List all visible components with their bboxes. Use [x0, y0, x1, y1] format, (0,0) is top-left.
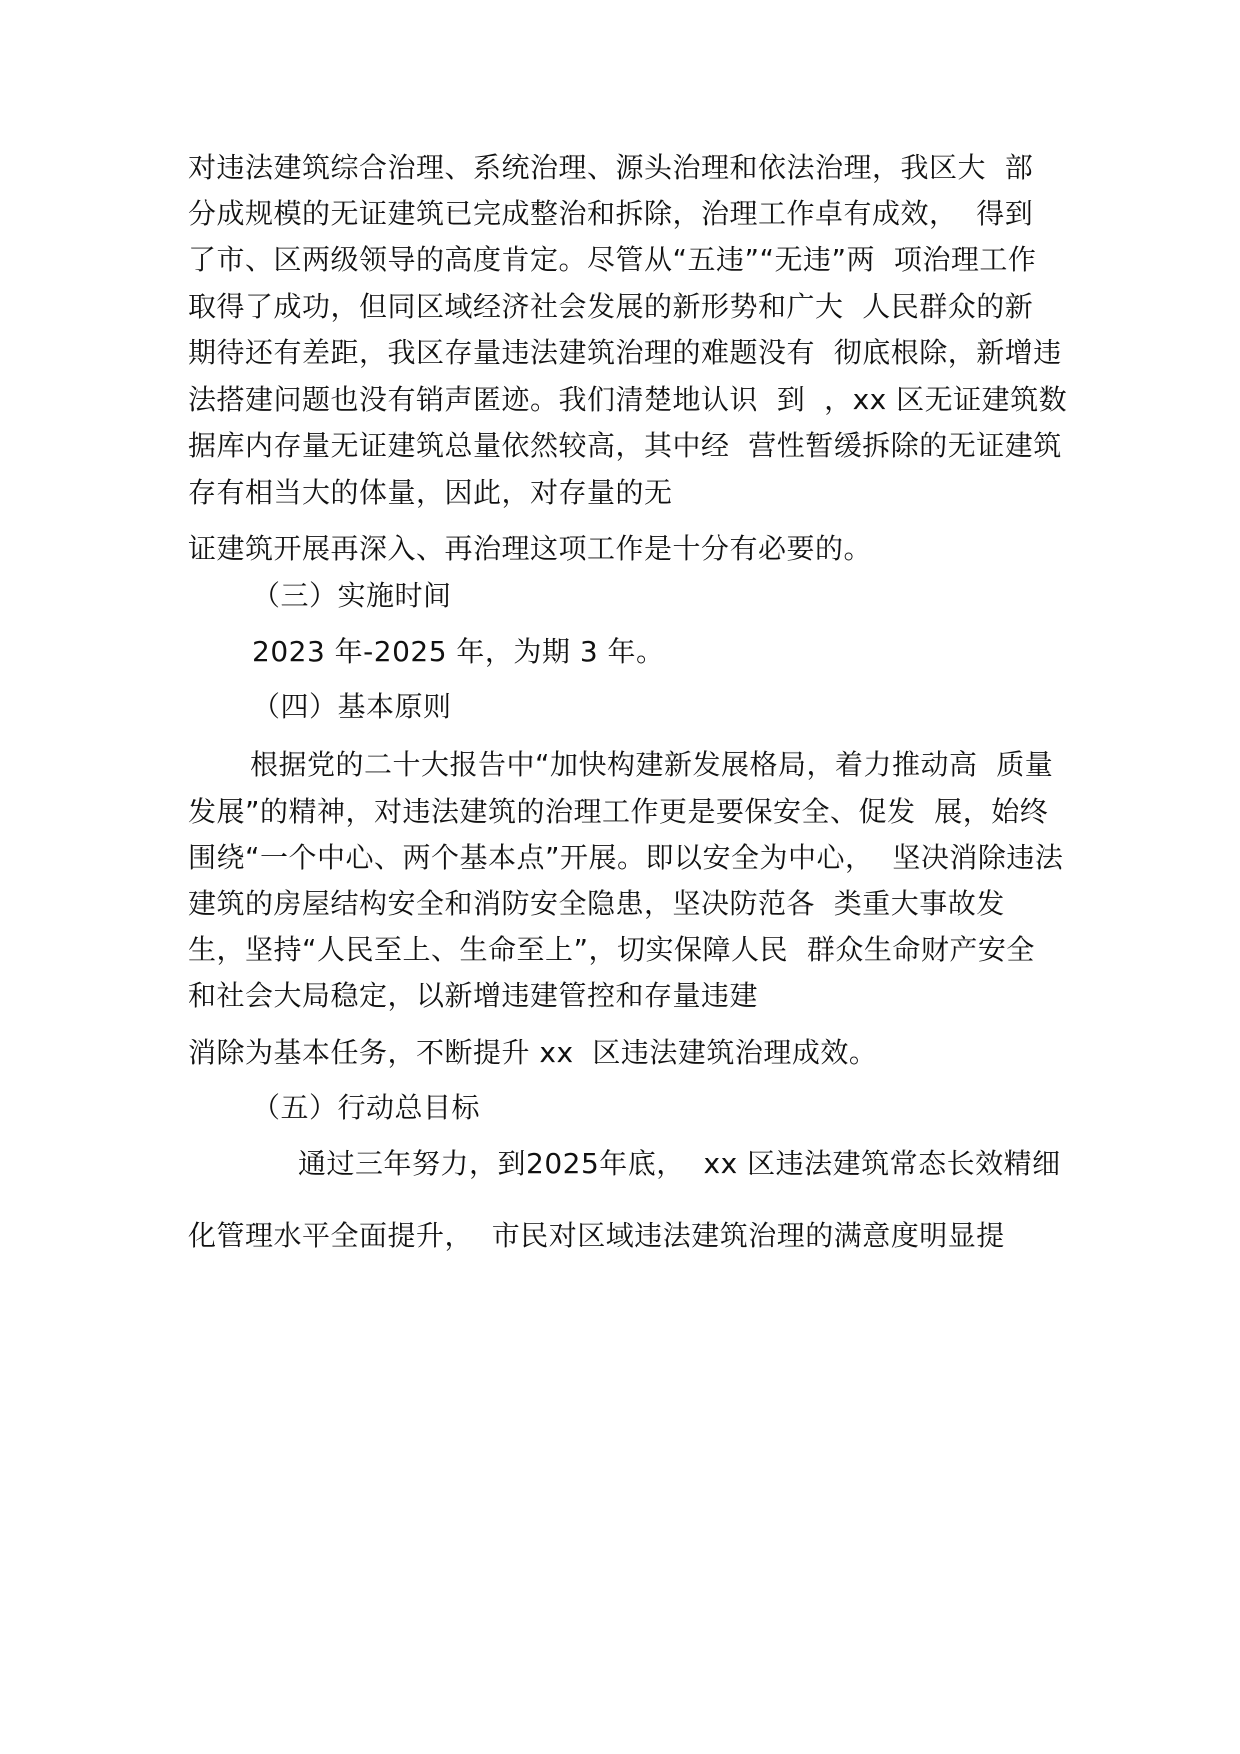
paragraph-line: 了市、区两级领导的高度肯定。尽管从“五违”“无违”两 项治理工作 [188, 243, 1037, 276]
paragraph-line: 对违法建筑综合治理、系统治理、源头治理和依法治理，我区大 部 [188, 151, 1034, 184]
paragraph-line: 据库内存量无证建筑总量依然较高，其中经 营性暂缓拆除的无证建筑 [188, 429, 1062, 462]
paragraph-line: 消除为基本任务，不断提升 xx 区违法建筑治理成效。 [188, 1036, 878, 1069]
paragraph-line: 围绕“一个中心、两个基本点”开展。即以安全为中心， 坚决消除违法 [188, 841, 1064, 874]
paragraph-line: 发展”的精神，对违法建筑的治理工作更是要保安全、促发 展，始终 [188, 795, 1049, 828]
paragraph-line: 存有相当大的体量，因此，对存量的无 [188, 476, 673, 509]
paragraph-line: 根据党的二十大报告中“加快构建新发展格局，着力推动高 质量 [250, 748, 1054, 781]
paragraph-line: 和社会大局稳定，以新增违建管控和存量违建 [188, 979, 759, 1012]
paragraph-line: 取得了成功，但同区域经济社会发展的新形势和广大 人民群众的新 [188, 290, 1034, 323]
paragraph-line: 2023 年-2025 年，为期 3 年。 [252, 635, 665, 668]
paragraph-line: 生，坚持“人民至上、生命至上”，切实保障人民 群众生命财产安全 [188, 933, 1035, 966]
paragraph-line: 法搭建问题也没有销声匿迹。我们清楚地认识 到 ，xx 区无证建筑数 [188, 383, 1068, 416]
paragraph-line: 通过三年努力，到2025年底， xx 区违法建筑常态长效精细 [298, 1147, 1061, 1180]
paragraph-line: 建筑的房屋结构安全和消防安全隐患，坚决防范各 类重大事故发 [188, 887, 1005, 920]
section-heading-5: （五）行动总目标 [252, 1091, 481, 1124]
section-heading-3: （三）实施时间 [252, 579, 452, 612]
paragraph-line: 证建筑开展再深入、再治理这项工作是十分有必要的。 [188, 532, 873, 565]
paragraph-line: 期待还有差距，我区存量违法建筑治理的难题没有 彻底根除，新增违 [188, 336, 1062, 369]
paragraph-line: 分成规模的无证建筑已完成整治和拆除，治理工作卓有成效， 得到 [188, 197, 1034, 230]
section-heading-4: （四）基本原则 [252, 690, 452, 723]
paragraph-line: 化管理水平全面提升， 市民对区域违法建筑治理的满意度明显提 [188, 1219, 1005, 1252]
